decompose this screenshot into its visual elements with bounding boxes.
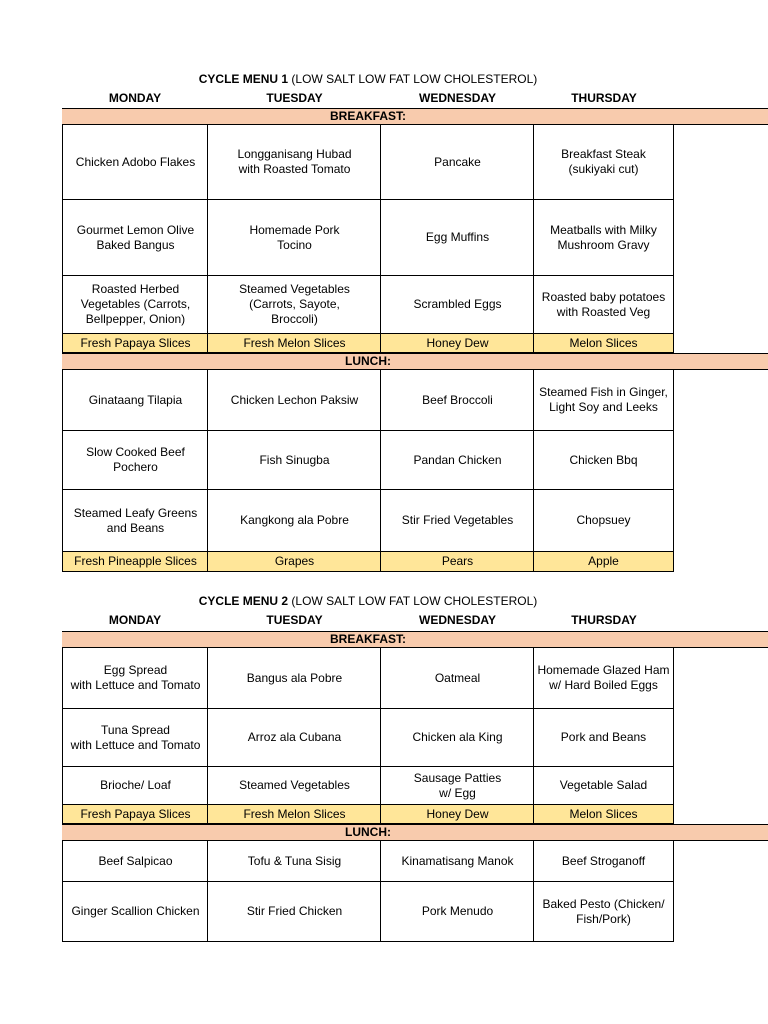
lunch-header: LUNCH:	[62, 353, 768, 370]
day-header-thursday: THURSDAY	[571, 91, 637, 105]
menu-cell: Steamed Leafy Greens and Beans	[62, 490, 208, 552]
menu-cell: Steamed Vegetables (Carrots, Sayote, Broccoli)	[207, 276, 381, 334]
menu-cell: Bangus ala Pobre	[207, 648, 381, 709]
menu-cell: Beef Salpicao	[62, 841, 208, 882]
fruit-cell: Melon Slices	[533, 805, 674, 824]
menu-cell: Sausage Patties w/ Egg	[380, 767, 534, 805]
day-headers	[62, 90, 674, 106]
menu-cell: Roasted baby potatoes with Roasted Veg	[533, 276, 674, 334]
menu-cell: Tuna Spread with Lettuce and Tomato	[62, 709, 208, 767]
menu-cell: Meatballs with Milky Mushroom Gravy	[533, 200, 674, 276]
menu-cell: Homemade Glazed Ham w/ Hard Boiled Eggs	[533, 648, 674, 709]
menu-cell: Chicken Adobo Flakes	[62, 125, 208, 200]
breakfast-fruit-row	[62, 805, 674, 824]
fruit-cell: Fresh Papaya Slices	[62, 334, 208, 353]
menu-cell: Chicken ala King	[380, 709, 534, 767]
menu-cell: Breakfast Steak (sukiyaki cut)	[533, 125, 674, 200]
menu-cell: Scrambled Eggs	[380, 276, 534, 334]
lunch-row	[62, 370, 674, 431]
breakfast-header: BREAKFAST:	[62, 108, 768, 125]
day-header-tuesday: TUESDAY	[266, 613, 323, 627]
day-headers	[62, 612, 674, 628]
breakfast-row	[62, 276, 674, 334]
lunch-fruit-row	[62, 552, 674, 572]
breakfast-row	[62, 767, 674, 805]
breakfast-row	[62, 648, 674, 709]
menu-cell: Beef Broccoli	[380, 370, 534, 431]
menu-cell: Stir Fried Chicken	[207, 882, 381, 942]
fruit-cell: Fresh Pineapple Slices	[62, 552, 208, 572]
lunch-row	[62, 490, 674, 552]
fruit-cell: Fresh Melon Slices	[207, 334, 381, 353]
breakfast-row	[62, 709, 674, 767]
menu-cell: Pancake	[380, 125, 534, 200]
day-header-monday: MONDAY	[108, 91, 162, 105]
lunch-row	[62, 882, 674, 942]
menu-cell: Brioche/ Loaf	[62, 767, 208, 805]
lunch-row	[62, 431, 674, 490]
menu-cell: Longganisang Hubad with Roasted Tomato	[207, 125, 381, 200]
day-header-thursday: THURSDAY	[571, 613, 637, 627]
menu-cell: Ginger Scallion Chicken	[62, 882, 208, 942]
day-header-wednesday: WEDNESDAY	[419, 91, 496, 105]
menu-cell: Oatmeal	[380, 648, 534, 709]
menu-cell: Fish Sinugba	[207, 431, 381, 490]
menu-cell: Pork and Beans	[533, 709, 674, 767]
fruit-cell: Melon Slices	[533, 334, 674, 353]
menu-cell: Ginataang Tilapia	[62, 370, 208, 431]
fruit-cell: Honey Dew	[380, 334, 534, 353]
fruit-cell: Fresh Melon Slices	[207, 805, 381, 824]
menu-cell: Homemade Pork Tocino	[207, 200, 381, 276]
menu-cell: Roasted Herbed Vegetables (Carrots, Bellpepper, Onion)	[62, 276, 208, 334]
menu-cell: Pandan Chicken	[380, 431, 534, 490]
menu-cell: Chicken Bbq	[533, 431, 674, 490]
menu-cell: Kinamatisang Manok	[380, 841, 534, 882]
menu-cell: Tofu & Tuna Sisig	[207, 841, 381, 882]
fruit-cell: Apple	[533, 552, 674, 572]
menu-cell: Chicken Lechon Paksiw	[207, 370, 381, 431]
menu-cell: Pork Menudo	[380, 882, 534, 942]
menu-cell: Chopsuey	[533, 490, 674, 552]
breakfast-fruit-row	[62, 334, 674, 353]
menu-cell: Steamed Fish in Ginger, Light Soy and Leeks	[533, 370, 674, 431]
menu-cell: Gourmet Lemon Olive Baked Bangus	[62, 200, 208, 276]
day-header-wednesday: WEDNESDAY	[419, 613, 496, 627]
menu-title: CYCLE MENU 2 (LOW SALT LOW FAT LOW CHOLESTEROL)	[198, 594, 538, 608]
breakfast-header: BREAKFAST:	[62, 631, 768, 648]
menu-cell: Egg Spread with Lettuce and Tomato	[62, 648, 208, 709]
menu-cell: Stir Fried Vegetables	[380, 490, 534, 552]
fruit-cell: Honey Dew	[380, 805, 534, 824]
menu-cell: Baked Pesto (Chicken/ Fish/Pork)	[533, 882, 674, 942]
day-header-tuesday: TUESDAY	[266, 91, 323, 105]
fruit-cell: Grapes	[207, 552, 381, 572]
menu-cell: Vegetable Salad	[533, 767, 674, 805]
menu-cell: Arroz ala Cubana	[207, 709, 381, 767]
menu-cell: Kangkong ala Pobre	[207, 490, 381, 552]
menu-cell: Steamed Vegetables	[207, 767, 381, 805]
day-header-monday: MONDAY	[108, 613, 162, 627]
menu-cell: Beef Stroganoff	[533, 841, 674, 882]
menu-title: CYCLE MENU 1 (LOW SALT LOW FAT LOW CHOLESTEROL)	[198, 72, 538, 86]
lunch-header: LUNCH:	[62, 824, 768, 841]
breakfast-row	[62, 125, 674, 200]
lunch-row	[62, 841, 674, 882]
menu-cell: Egg Muffins	[380, 200, 534, 276]
breakfast-row	[62, 200, 674, 276]
fruit-cell: Pears	[380, 552, 534, 572]
menu-cell: Slow Cooked Beef Pochero	[62, 431, 208, 490]
fruit-cell: Fresh Papaya Slices	[62, 805, 208, 824]
